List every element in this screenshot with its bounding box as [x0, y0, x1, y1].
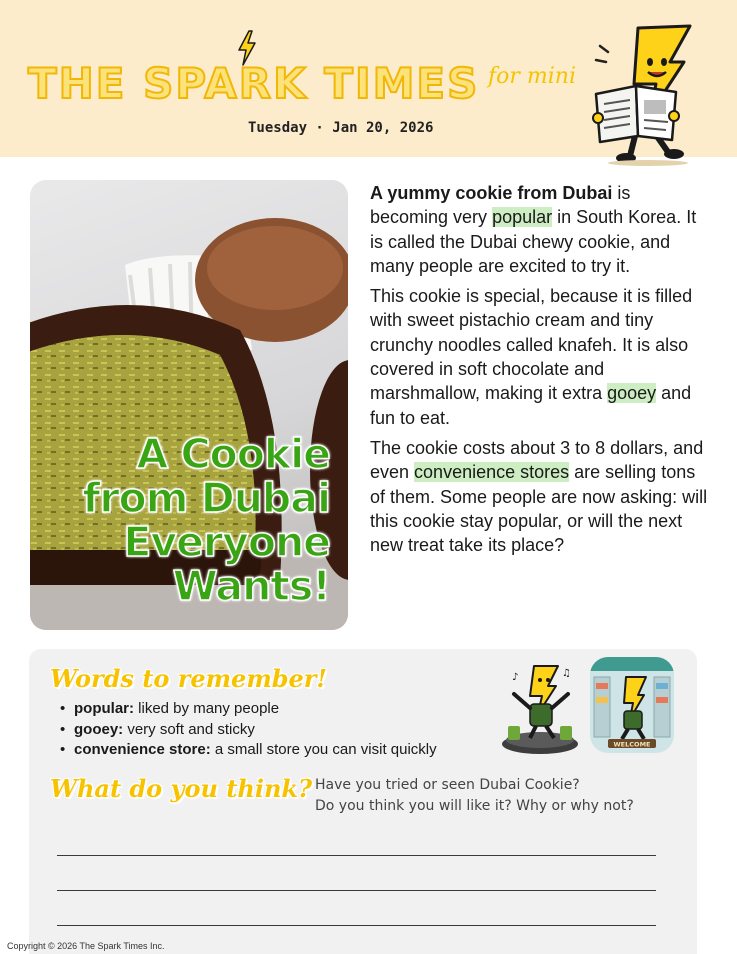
headline-line: Wants! [172, 562, 330, 610]
vocab-highlight-convenience-stores: convenience stores [414, 462, 570, 483]
newspaper-mascot-icon [586, 22, 696, 167]
vocab-item [58, 699, 437, 720]
article-lead: A yummy cookie from Dubai [370, 183, 613, 203]
article-text: This cookie is special, because it is filled with sweet pistachio cream and tiny crunchy noodles called knafeh. It is also covered in soft chocolate and marshmallow, making it extra [370, 286, 693, 404]
article-text: and fun to eat. [370, 383, 692, 428]
vocab-list [58, 699, 437, 761]
mascot-store-picture [590, 657, 674, 753]
article-paragraph [370, 436, 708, 557]
headline-line: Everyone [123, 518, 330, 566]
vocab-item [58, 720, 437, 741]
article-text: is becoming very [370, 183, 631, 228]
vocab-definition: very soft and sticky [123, 720, 255, 738]
vocab-item [58, 740, 437, 761]
answer-line[interactable] [57, 925, 656, 926]
article-paragraph [370, 181, 708, 278]
svg-text:♫: ♫ [562, 668, 571, 679]
vocab-term: convenience store: [74, 741, 211, 758]
vocab-term: popular: [74, 700, 134, 717]
edition-label: for mini [488, 64, 576, 89]
headline-line: from Dubai [82, 474, 330, 522]
article-text: The cookie costs about 3 to 8 dollars, and even [370, 437, 704, 483]
prompt-question: Do you think you will like it? Why or why not? [315, 798, 634, 814]
mascot-store-icon [590, 657, 674, 753]
think-title: What do you think? [50, 774, 313, 803]
svg-text:♪: ♪ [512, 672, 519, 683]
issue-date: Tuesday · Jan 20, 2026 [248, 120, 434, 136]
masthead-title: THE SPARK TIMES [28, 59, 480, 108]
answer-line[interactable] [57, 890, 656, 891]
copyright-notice: Copyright © 2026 The Spark Times Inc. [7, 941, 165, 951]
hero-headline [40, 432, 330, 608]
answer-line[interactable] [57, 855, 656, 856]
cookie-photo [30, 180, 348, 630]
article-text: are selling tons of them. Some people are now asking: will this cookie stay popular, or will the next new treat take its place? [370, 462, 708, 556]
vocab-title: Words to remember! [50, 664, 327, 693]
article-body [370, 181, 708, 563]
article-paragraph [370, 284, 708, 430]
vocab-definition: liked by many people [134, 700, 280, 717]
discussion-prompt [315, 775, 634, 817]
vocab-term: gooey: [74, 720, 124, 738]
vocab-highlight-gooey: gooey [607, 383, 657, 404]
prompt-question: Have you tried or seen Dubai Cookie? [315, 777, 580, 793]
vocab-definition: a small store you can visit quickly [210, 741, 437, 758]
store-sign-text: WELCOME [613, 740, 651, 749]
headline-line: A Cookie [136, 430, 330, 478]
article-text: in South Korea. It is called the Dubai chewy cookie, and many people are excited to try it. [370, 207, 697, 276]
vocab-highlight-popular: popular [492, 207, 553, 228]
mascot-dancing-icon [500, 660, 580, 756]
